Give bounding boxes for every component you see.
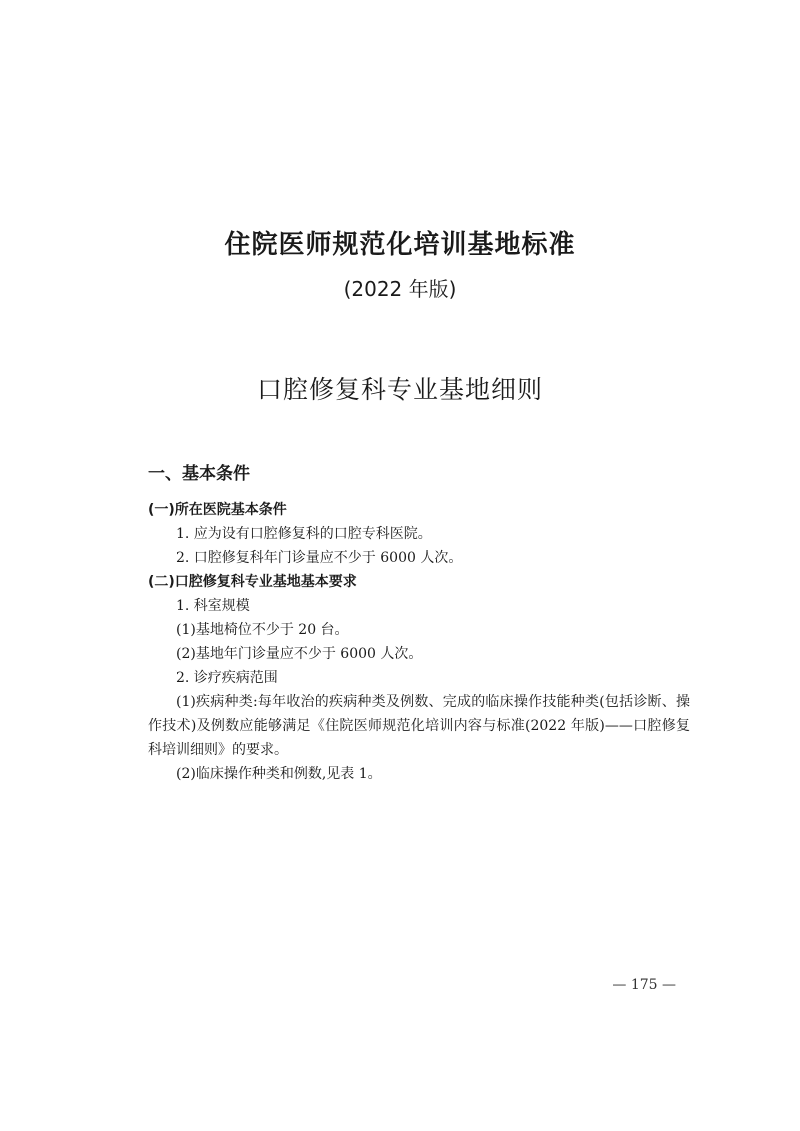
subsection-base-requirements: (二)口腔修复科专业基地基本要求 bbox=[148, 574, 357, 590]
paragraph-disease-types: (1)疾病种类:每年收治的疾病种类及例数、完成的临床操作技能种类(包括诊断、操作技术)及例数应能够满足《住院医师规范化培训内容与标准(2022 年版)——口腔修复科培训细则》的要求。 bbox=[148, 694, 690, 758]
document-body bbox=[148, 498, 690, 786]
list-item: 1. 科室规模 bbox=[176, 598, 250, 614]
page-number: — 175 — bbox=[612, 977, 676, 993]
list-item: (1)基地椅位不少于 20 台。 bbox=[176, 622, 349, 638]
document-subtitle: (2022 年版) bbox=[343, 277, 457, 301]
list-item: (2)临床操作种类和例数,见表 1。 bbox=[176, 766, 382, 782]
document-title: 住院医师规范化培训基地标准 bbox=[224, 230, 576, 260]
list-item: 2. 诊疗疾病范围 bbox=[176, 670, 278, 686]
subsection-hospital-conditions: (一)所在医院基本条件 bbox=[148, 502, 287, 518]
heading-basic-conditions: 一、基本条件 bbox=[148, 464, 250, 484]
section-title: 口腔修复科专业基地细则 bbox=[256, 375, 543, 404]
list-item: 1. 应为设有口腔修复科的口腔专科医院。 bbox=[176, 526, 432, 542]
list-item: (2)基地年门诊量应不少于 6000 人次。 bbox=[176, 646, 423, 662]
list-item: 2. 口腔修复科年门诊量应不少于 6000 人次。 bbox=[176, 550, 463, 566]
